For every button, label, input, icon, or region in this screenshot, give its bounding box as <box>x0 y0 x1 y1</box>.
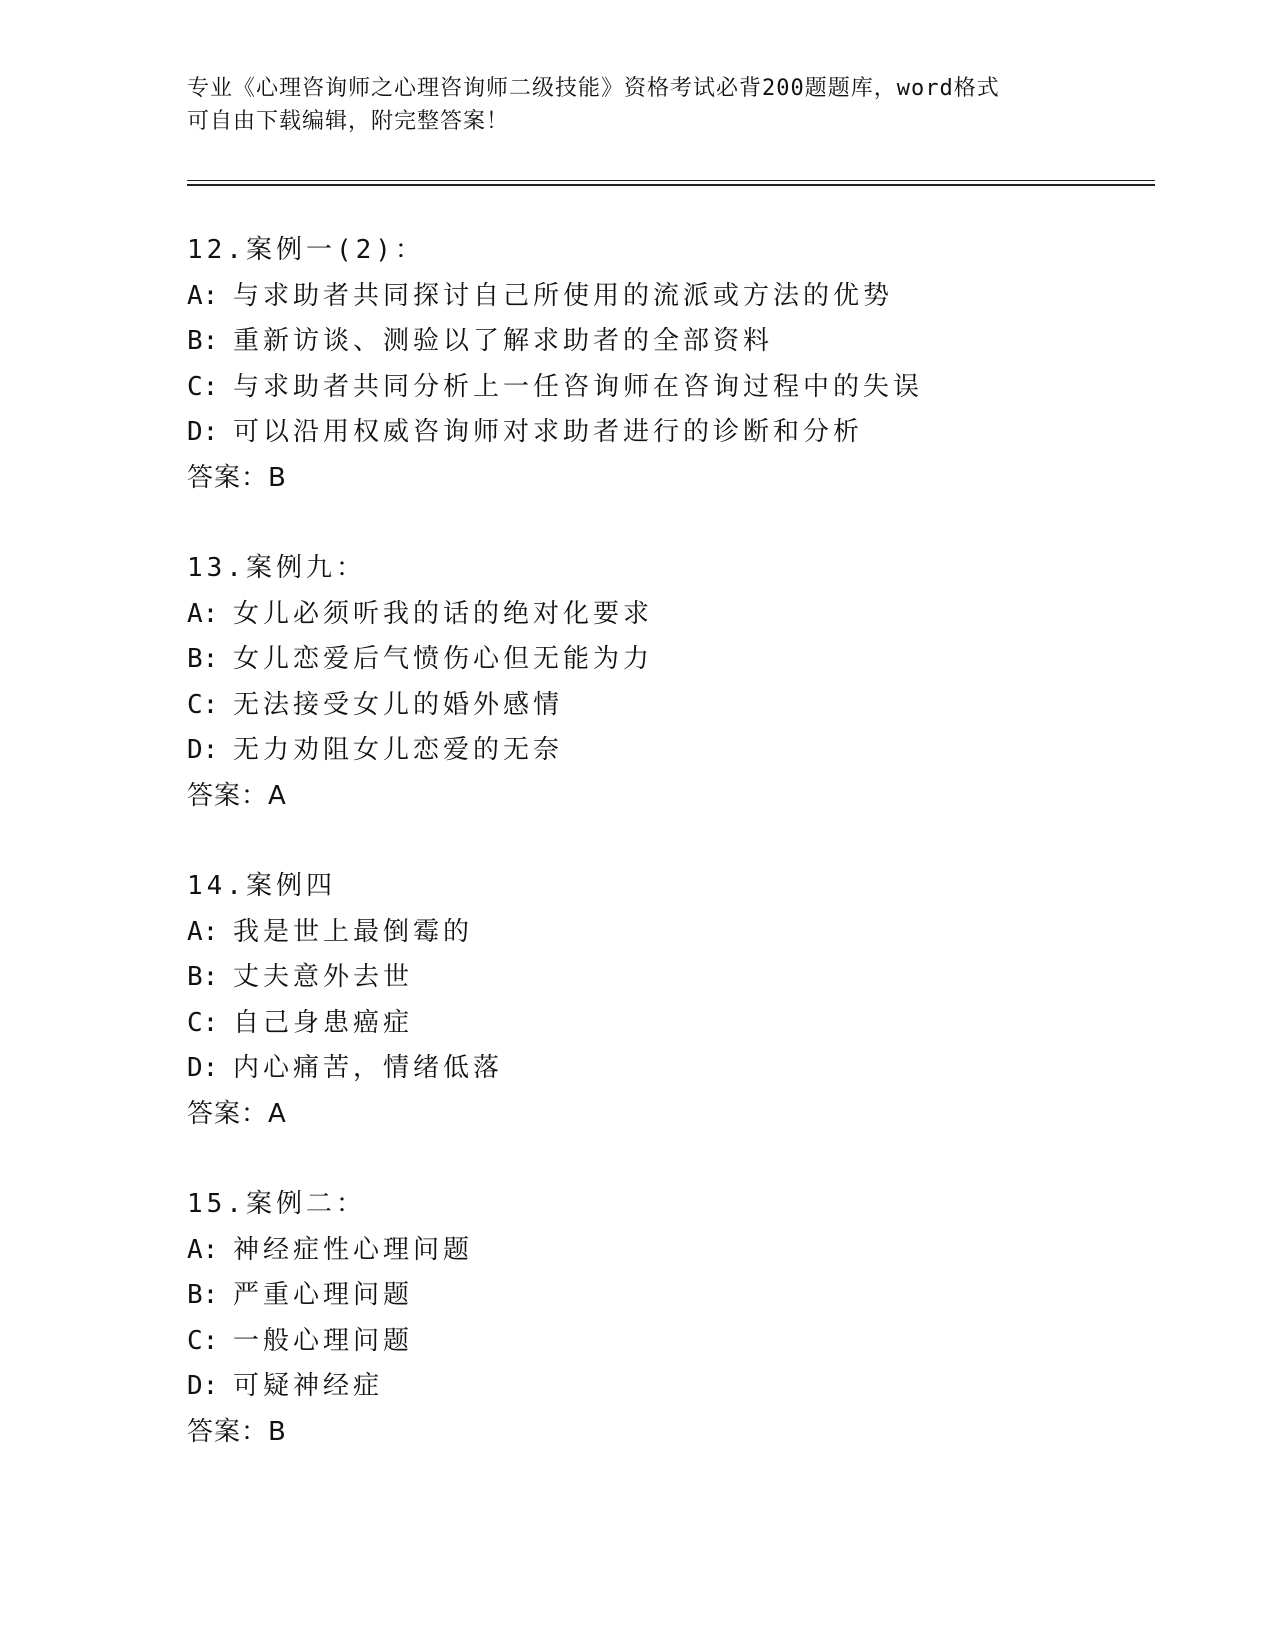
option-text: 可以沿用权威咨询师对求助者进行的诊断和分析 <box>233 417 864 447</box>
option-text: 无法接受女儿的婚外感情 <box>233 689 564 720</box>
option-text: 丈夫意外去世 <box>233 962 414 992</box>
option-b <box>187 1273 1137 1319</box>
question-title: 13.案例九： <box>187 553 366 583</box>
option-letter: B: <box>187 326 219 356</box>
option-d <box>187 728 1137 774</box>
answer-value: A <box>268 1098 287 1129</box>
option-text: 严重心理问题 <box>233 1280 414 1310</box>
question-title: 12.案例一(2)： <box>187 235 425 265</box>
option-letter: C: <box>187 1007 219 1038</box>
question-14 <box>187 864 1137 1137</box>
option-text: 女儿必须听我的话的绝对化要求 <box>233 598 654 629</box>
answer-label: 答案： <box>187 1416 269 1447</box>
option-letter: D: <box>187 735 219 765</box>
option-letter: D: <box>187 417 219 447</box>
option-letter: C: <box>187 371 219 402</box>
option-c <box>187 1001 1137 1047</box>
document-header <box>187 72 1087 138</box>
option-text: 与求助者共同探讨自己所使用的流派或方法的优势 <box>233 280 894 311</box>
option-c <box>187 683 1137 729</box>
option-d <box>187 410 1137 456</box>
answer-label: 答案： <box>187 1098 269 1129</box>
option-a <box>187 592 1137 638</box>
option-b <box>187 955 1137 1001</box>
option-text: 内心痛苦，情绪低落 <box>233 1053 504 1083</box>
option-text: 可疑神经症 <box>233 1371 384 1401</box>
option-text: 我是世上最倒霉的 <box>233 916 474 947</box>
option-letter: B: <box>187 1280 219 1310</box>
header-divider-bottom <box>187 184 1155 186</box>
answer-label: 答案： <box>187 780 269 811</box>
option-text: 自己身患癌症 <box>233 1007 414 1038</box>
answer-value: B <box>268 1416 287 1447</box>
option-text: 与求助者共同分析上一任咨询师在咨询过程中的失误 <box>233 371 924 402</box>
option-d <box>187 1364 1137 1410</box>
question-title: 15.案例二： <box>187 1189 366 1219</box>
answer-label: 答案： <box>187 462 269 493</box>
question-15 <box>187 1182 1137 1455</box>
answer-line <box>187 1092 1137 1138</box>
option-b <box>187 637 1137 683</box>
answer-value: B <box>268 462 287 493</box>
question-title: 14.案例四 <box>187 871 336 901</box>
option-letter: A: <box>187 598 219 629</box>
option-letter: A: <box>187 916 219 947</box>
option-c <box>187 1319 1137 1365</box>
option-d <box>187 1046 1137 1092</box>
option-text: 女儿恋爱后气愤伤心但无能为力 <box>233 644 654 674</box>
answer-line <box>187 456 1137 502</box>
question-13 <box>187 546 1137 819</box>
answer-value: A <box>268 780 287 811</box>
option-letter: A: <box>187 280 219 311</box>
answer-line <box>187 774 1137 820</box>
option-letter: D: <box>187 1053 219 1083</box>
question-12 <box>187 228 1137 501</box>
option-letter: C: <box>187 689 219 720</box>
option-text: 一般心理问题 <box>233 1325 414 1356</box>
option-a <box>187 910 1137 956</box>
option-a <box>187 1228 1137 1274</box>
option-letter: A: <box>187 1234 219 1265</box>
option-letter: C: <box>187 1325 219 1356</box>
option-letter: B: <box>187 962 219 992</box>
header-title-line-2: 可自由下载编辑，附完整答案！ <box>187 109 510 134</box>
option-text: 重新访谈、测验以了解求助者的全部资料 <box>233 326 774 356</box>
answer-line <box>187 1410 1137 1456</box>
option-a <box>187 274 1137 320</box>
option-b <box>187 319 1137 365</box>
header-divider-top <box>187 180 1155 181</box>
option-text: 神经症性心理问题 <box>233 1234 474 1265</box>
option-letter: D: <box>187 1371 219 1401</box>
header-title-line-1: 专业《心理咨询师之心理咨询师二级技能》资格考试必背200题题库，word格式 <box>187 76 1000 101</box>
option-text: 无力劝阻女儿恋爱的无奈 <box>233 735 564 765</box>
option-c <box>187 365 1137 411</box>
option-letter: B: <box>187 644 219 674</box>
